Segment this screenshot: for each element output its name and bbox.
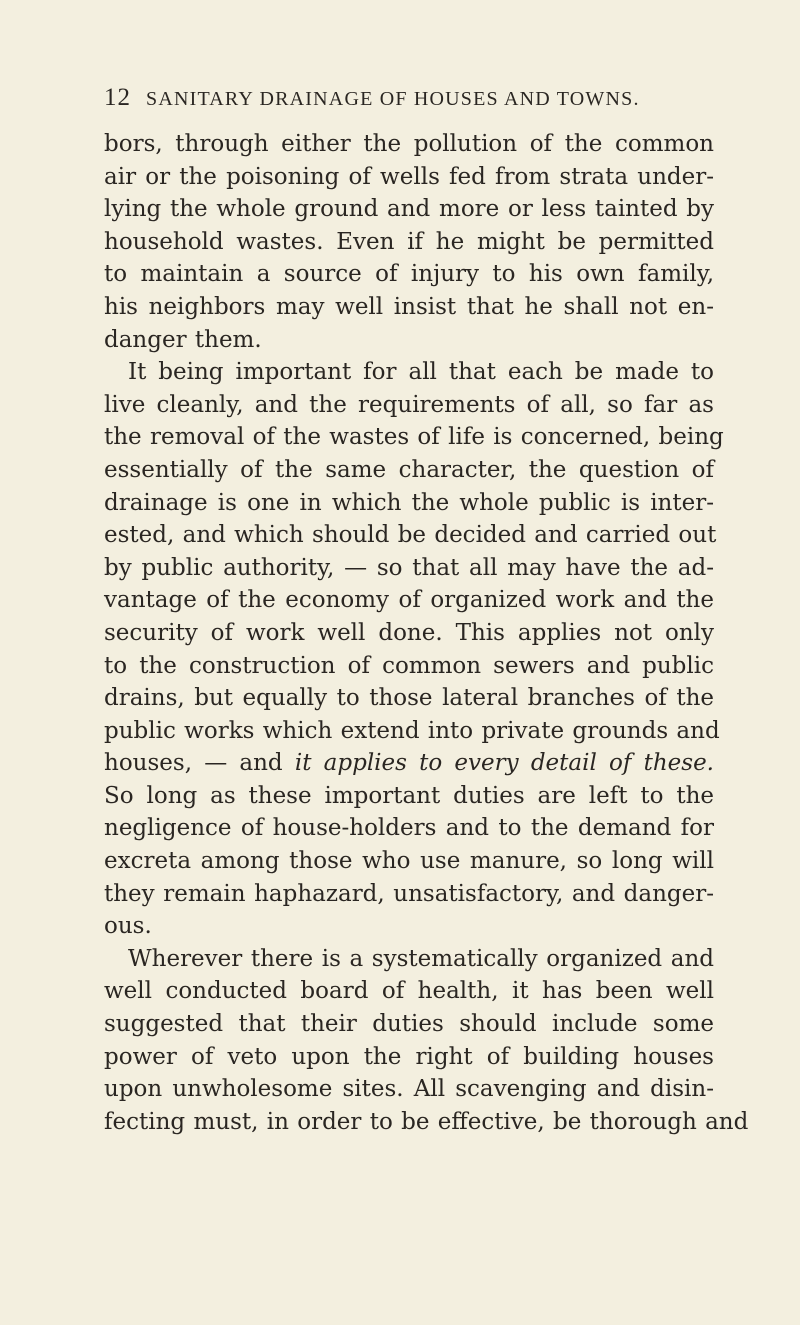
running-head xyxy=(104,84,724,114)
text-line: drainage is one in which the whole public is inter- xyxy=(104,489,714,516)
text-line: public works which extend into private grounds and xyxy=(104,717,720,744)
text-line: Wherever there is a systematically organized and xyxy=(128,945,714,972)
text-line: his neighbors may well insist that he shall not en- xyxy=(104,293,714,320)
body-text xyxy=(104,128,749,1138)
text-line: they remain haphazard, unsatisfactory, and danger- xyxy=(104,880,714,907)
text-line: danger them. xyxy=(104,326,262,353)
text-line: excreta among those who use manure, so long will xyxy=(104,848,714,875)
text-line: to maintain a source of injury to his own family, xyxy=(104,261,714,288)
text-line: air or the poisoning of wells fed from strata under- xyxy=(104,163,714,190)
text-line: bors, through either the pollution of the common xyxy=(104,131,714,157)
running-title: SANITARY DRAINAGE OF HOUSES AND TOWNS. xyxy=(146,88,640,110)
text-line: upon unwholesome sites. All scavenging and disin- xyxy=(104,1076,714,1103)
text-line-with-emphasis xyxy=(104,747,714,780)
text-line: well conducted board of health, it has been well xyxy=(104,978,714,1005)
text-segment: houses, — and xyxy=(104,750,295,777)
text-line: lying the whole ground and more or less tainted by xyxy=(104,196,714,223)
text-line: fecting must, in order to be effective, be thorough and xyxy=(104,1108,749,1135)
text-line: to the construction of common sewers and public xyxy=(104,652,714,679)
text-line: the removal of the wastes of life is concerned, being xyxy=(104,424,724,451)
text-line: It being important for all that each be made to xyxy=(128,359,714,386)
text-line: household wastes. Even if he might be permitted xyxy=(104,228,714,255)
text-line: security of work well done. This applies not only xyxy=(104,619,714,646)
text-line: So long as these important duties are left to the xyxy=(104,782,714,809)
text-line: live cleanly, and the requirements of all, so far as xyxy=(104,391,714,418)
italic-text-segment: it applies to every detail of these. xyxy=(294,750,714,777)
text-line: ested, and which should be decided and carried out xyxy=(104,522,717,549)
text-line: drains, but equally to those lateral branches of the xyxy=(104,685,714,712)
text-line: power of veto upon the right of building houses xyxy=(104,1043,714,1070)
text-line: by public authority, — so that all may have the ad- xyxy=(104,554,714,581)
page-number: 12 xyxy=(104,84,131,111)
text-line: ous. xyxy=(104,913,152,940)
text-line: essentially of the same character, the question of xyxy=(104,456,714,483)
text-line: suggested that their duties should include some xyxy=(104,1011,714,1038)
text-line: negligence of house-holders and to the demand for xyxy=(104,815,714,842)
text-line: vantage of the economy of organized work and the xyxy=(104,587,714,614)
